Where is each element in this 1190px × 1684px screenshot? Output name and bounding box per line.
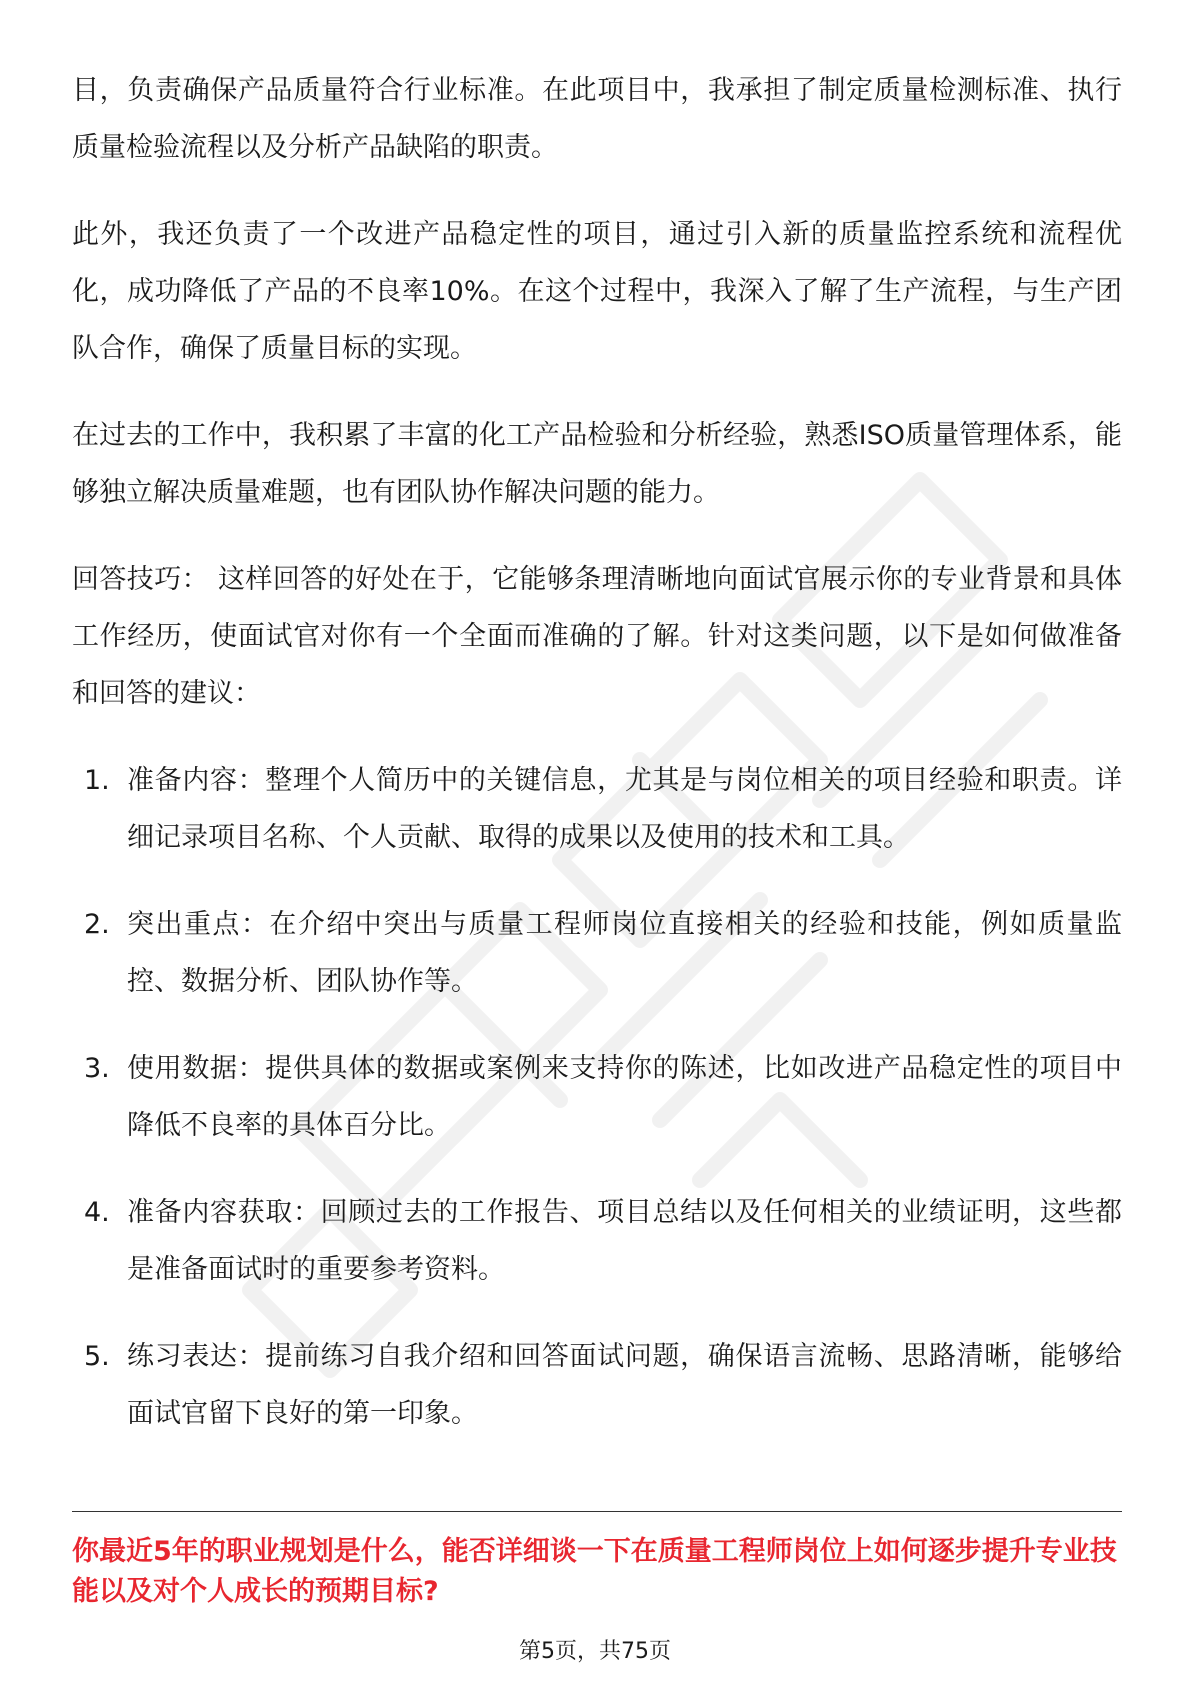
list-item-text: 准备内容：整理个人简历中的关键信息，尤其是与岗位相关的项目经验和职责。详细记录项目名称、个人贡献、取得的成果以及使用的技术和工具。 [127, 765, 1122, 853]
section-divider [72, 1511, 1122, 1512]
list-item-number: 4. [84, 1197, 110, 1228]
list-item-number: 2. [84, 909, 110, 940]
list-item [72, 1040, 1122, 1154]
list-item-text: 突出重点：在介绍中突出与质量工程师岗位直接相关的经验和技能，例如质量监控、数据分析、团队协作等。 [127, 909, 1122, 997]
page-number-footer: 第5页，共75页 [519, 1639, 671, 1664]
list-item [72, 1328, 1122, 1442]
list-item-text: 使用数据：提供具体的数据或案例来支持你的陈述，比如改进产品稳定性的项目中降低不良率的具体百分比。 [127, 1053, 1122, 1141]
list-item-text: 准备内容获取：回顾过去的工作报告、项目总结以及任何相关的业绩证明，这些都是准备面试时的重要参考资料。 [127, 1197, 1122, 1285]
tips-list [72, 752, 1122, 1442]
list-item [72, 896, 1122, 1010]
paragraph-continuation: 目，负责确保产品质量符合行业标准。在此项目中，我承担了制定质量检测标准、执行质量检验流程以及分析产品缺陷的职责。 [72, 75, 1122, 163]
next-question-heading: 你最近5年的职业规划是什么，能否详细谈一下在质量工程师岗位上如何逐步提升专业技能以及对个人成长的预期目标? [72, 1536, 1117, 1607]
paragraph-experience-summary: 在过去的工作中，我积累了丰富的化工产品检验和分析经验，熟悉ISO质量管理体系，能够独立解决质量难题，也有团队协作解决问题的能力。 [72, 420, 1122, 508]
document-body [72, 62, 1122, 1472]
list-item [72, 752, 1122, 866]
list-item [72, 1184, 1122, 1298]
list-item-number: 5. [84, 1341, 110, 1372]
paragraph-answer-tips: 回答技巧： 这样回答的好处在于，它能够条理清晰地向面试官展示你的专业背景和具体工作经历，使面试官对你有一个全面而准确的了解。针对这类问题，以下是如何做准备和回答的建议： [72, 564, 1122, 709]
paragraph-stability-project: 此外，我还负责了一个改进产品稳定性的项目，通过引入新的质量监控系统和流程优化，成功降低了产品的不良率10%。在这个过程中，我深入了解了生产流程，与生产团队合作，确保了质量目标的实现。 [72, 219, 1122, 364]
list-item-text: 练习表达：提前练习自我介绍和回答面试问题，确保语言流畅、思路清晰，能够给面试官留下良好的第一印象。 [127, 1341, 1122, 1429]
list-item-number: 1. [84, 765, 110, 796]
list-item-number: 3. [84, 1053, 110, 1084]
